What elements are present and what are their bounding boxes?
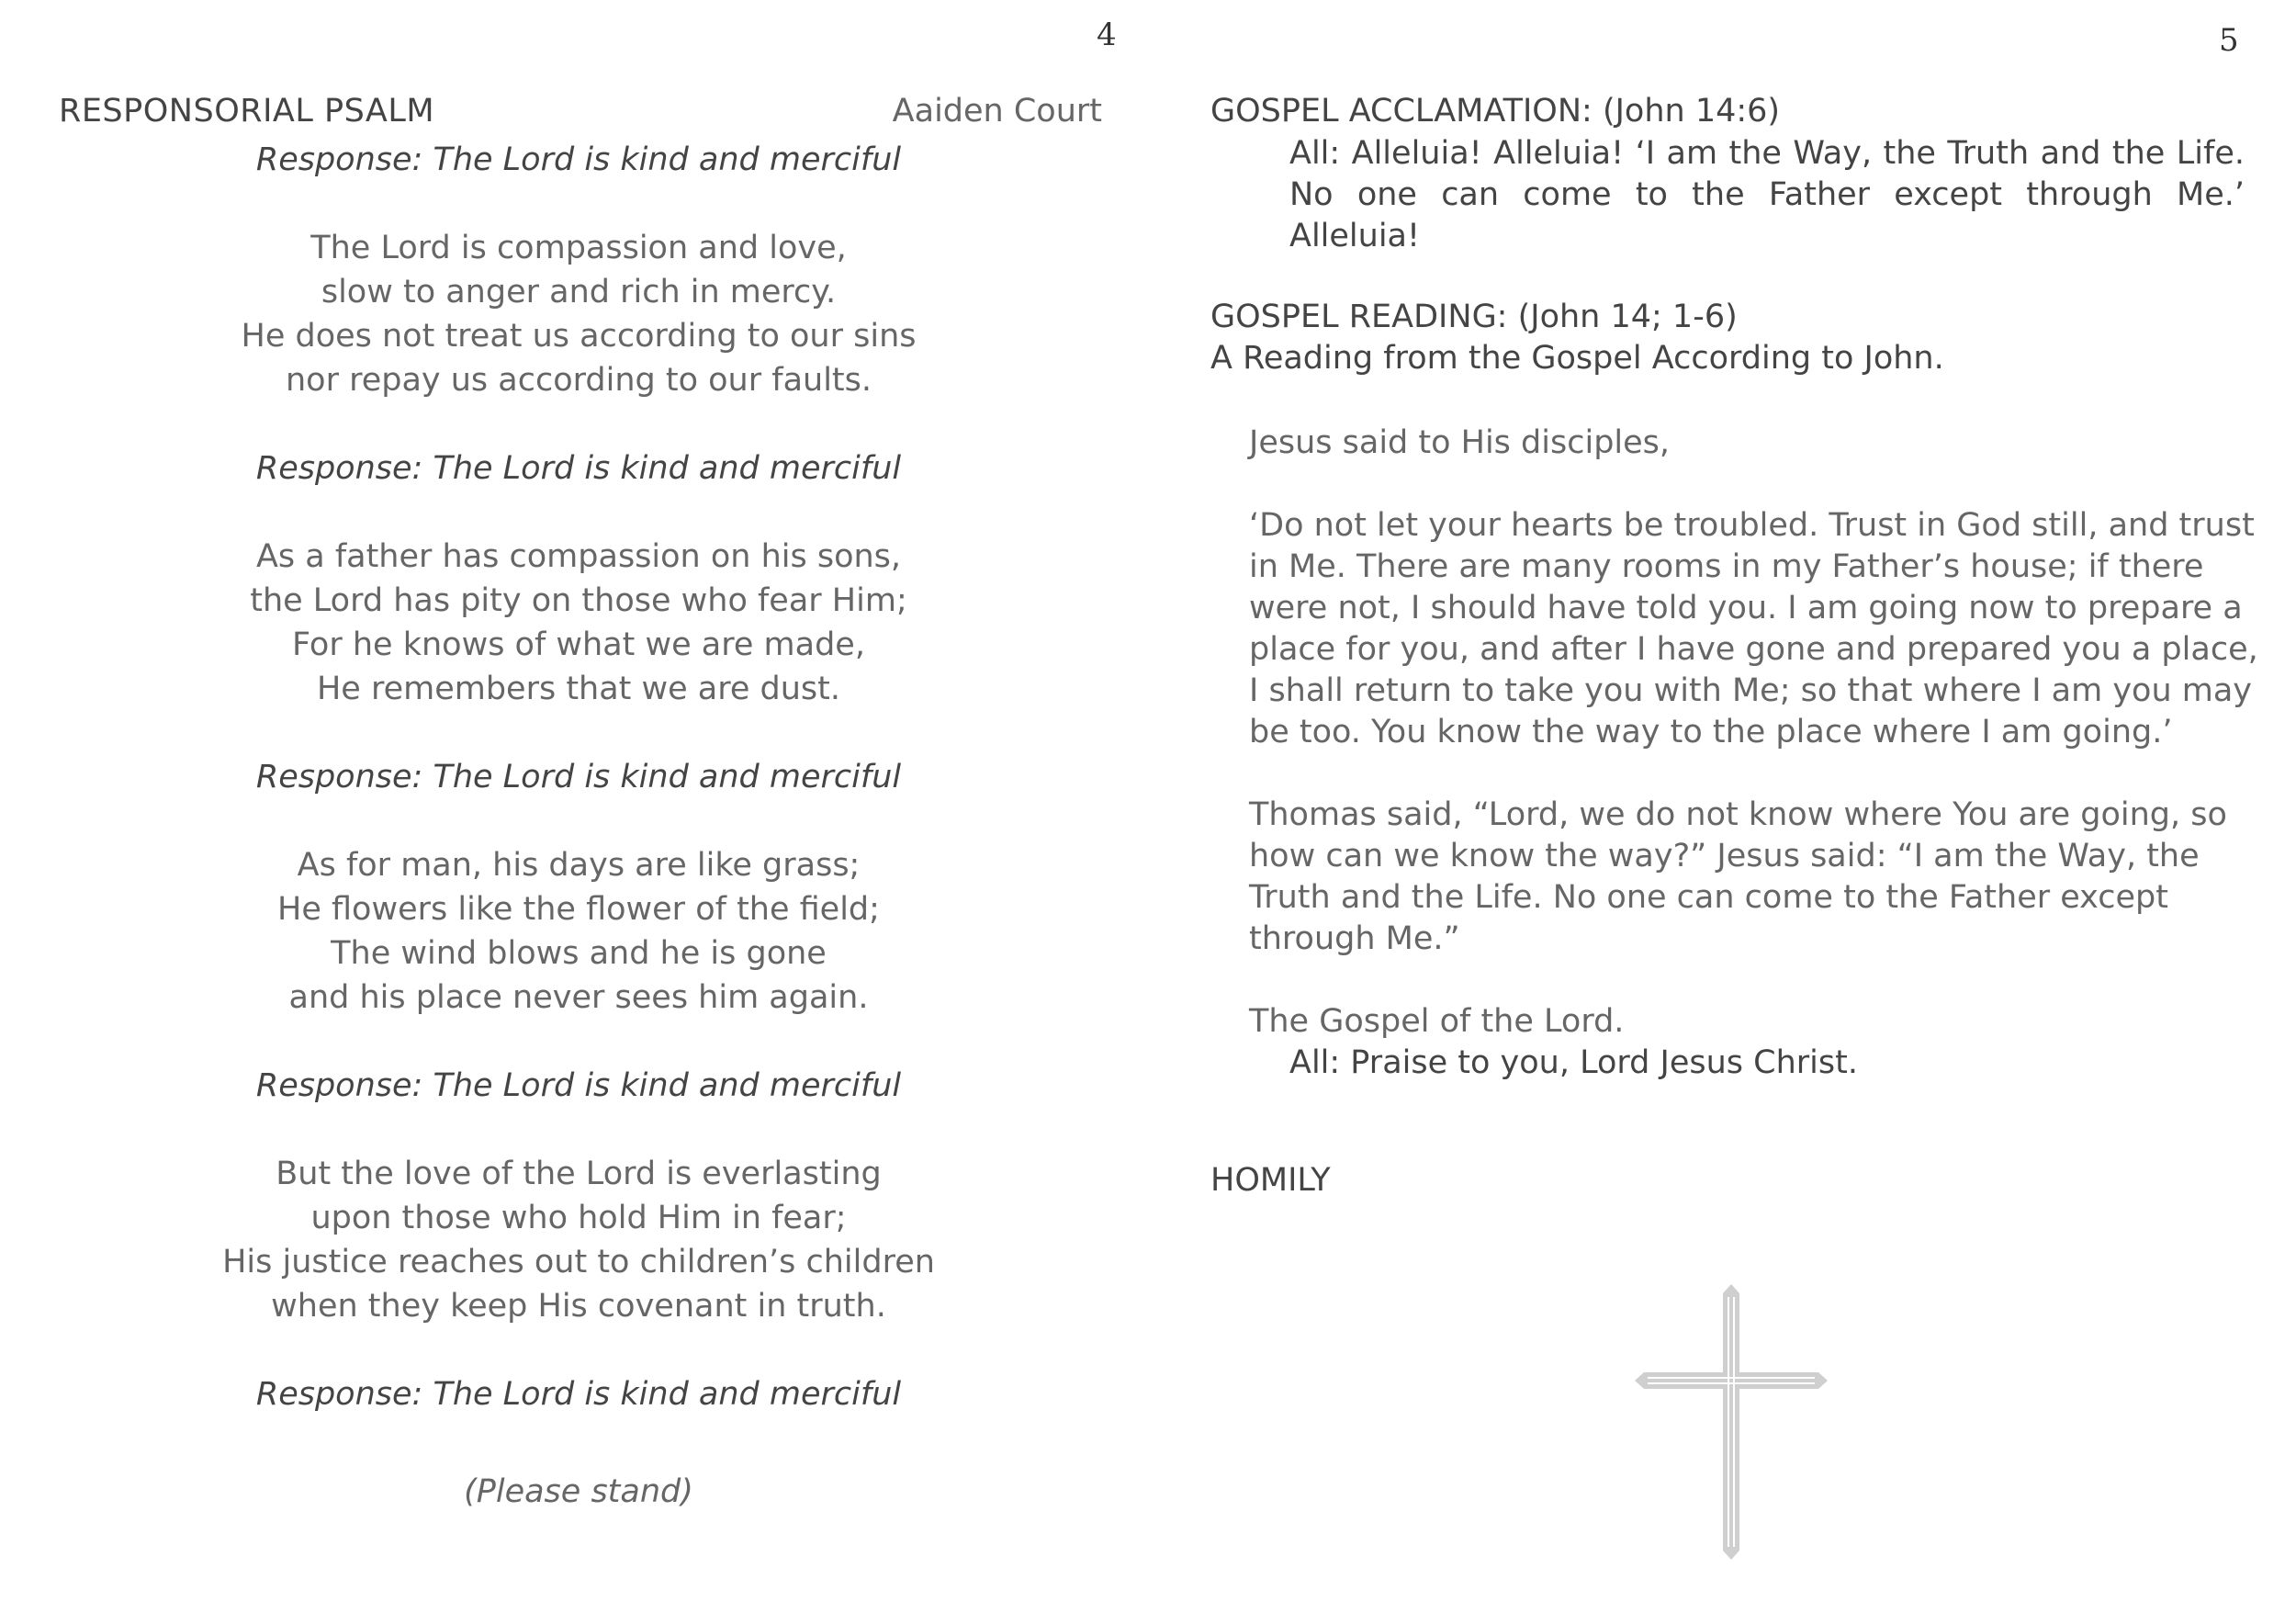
psalm-response: Response: The Lord is kind and merciful: [255, 1067, 902, 1104]
verse-line: But the love of the Lord is everlasting: [276, 1156, 882, 1192]
verse-line: He remembers that we are dust.: [316, 671, 841, 707]
gospel-intro: A Reading from the Gospel According to John.: [1210, 340, 1944, 377]
psalm-response: Response: The Lord is kind and merciful: [255, 1376, 902, 1413]
verse-line: when they keep His covenant in truth.: [271, 1288, 886, 1325]
verse-line: His justice reaches out to children’s children: [222, 1244, 935, 1280]
verse-line: As a father has compassion on his sons,: [255, 538, 902, 575]
verse-line: and his place never sees him again.: [288, 979, 869, 1016]
verse-line: The Lord is compassion and love,: [310, 230, 847, 266]
gospel-paragraph: ‘Do not let your hearts be troubled. Trust in God still, and trust in Me. There are many rooms in my Father’s house; if there were not, I should have told you. I am going now to prepare a place for you, and after I have gone and prepared you a place, I shall return to take you with Me; so that where I am you may be too. You know the way to the place where I am going.’: [1249, 507, 2258, 750]
page-number-left: 4: [1097, 17, 1117, 53]
verse-line: The wind blows and he is gone: [331, 935, 827, 972]
psalm-verse: [119, 1152, 1038, 1328]
gospel-text: [1249, 423, 2259, 1084]
cross-icon: [1635, 1284, 1828, 1560]
gospel-closing: The Gospel of the Lord.: [1249, 1003, 1625, 1040]
psalm-response: Response: The Lord is kind and merciful: [255, 759, 902, 795]
verse-line: He does not treat us according to our sins: [241, 318, 917, 355]
psalm-verse: [119, 843, 1038, 1020]
acclamation-text: All: Alleluia! Alleluia! ‘I am the Way, the Truth and the Life. No one can come to the Father except through Me.’ Alleluia!: [1289, 135, 2245, 254]
gospel-heading: GOSPEL READING: (John 14; 1-6): [1210, 299, 1738, 335]
homily-heading: HOMILY: [1210, 1162, 1331, 1199]
right-page: [1148, 0, 2296, 1624]
verse-line: As for man, his days are like grass;: [297, 847, 861, 884]
stand-instruction: (Please stand): [464, 1473, 693, 1510]
psalm-title: RESPONSORIAL PSALM: [59, 93, 435, 130]
gospel-response: All: Praise to you, Lord Jesus Christ.: [1289, 1044, 1858, 1081]
verse-line: He flowers like the flower of the field;: [277, 891, 880, 928]
verse-line: upon those who hold Him in fear;: [310, 1200, 847, 1236]
gospel-paragraph: Thomas said, “Lord, we do not know where You are going, so how can we know the way?” Jesus said: “I am the Way, the Truth and the Life. No one can come to the Father except through Me.”: [1249, 796, 2227, 957]
acclamation-heading: GOSPEL ACCLAMATION: (John 14:6): [1210, 93, 1781, 130]
gospel-paragraph: Jesus said to His disciples,: [1249, 424, 1671, 461]
page-number-right: 5: [2219, 22, 2239, 59]
psalm-response: Response: The Lord is kind and merciful: [255, 141, 902, 178]
verse-line: slow to anger and rich in mercy.: [321, 274, 837, 310]
psalm-verse: [119, 535, 1038, 711]
psalm-body: [119, 138, 1038, 1514]
psalm-author: Aaiden Court: [892, 93, 1102, 130]
psalm-response: Response: The Lord is kind and merciful: [255, 450, 902, 487]
verse-line: For he knows of what we are made,: [292, 626, 865, 663]
psalm-verse: [119, 226, 1038, 402]
verse-line: nor repay us according to our faults.: [285, 362, 872, 399]
verse-line: the Lord has pity on those who fear Him;: [250, 582, 907, 619]
